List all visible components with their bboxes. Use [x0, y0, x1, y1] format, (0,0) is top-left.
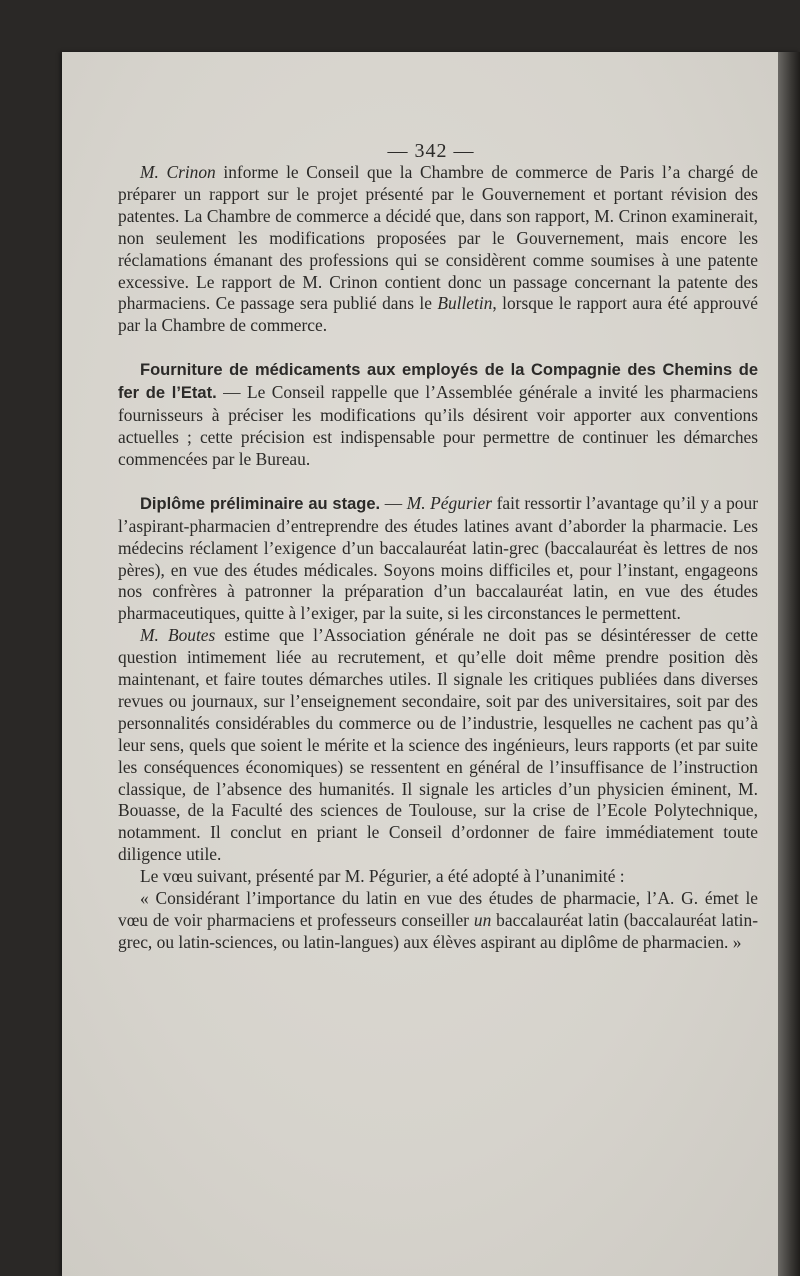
speaker-boutes: M. Boutes: [140, 625, 216, 646]
paragraph-voeu-quote-end: baccalauréat latin (baccalauréat latin-grec, ou latin-sciences, ou latin-langues) aux élèves aspirant au diplôme de pharmacien. »: [118, 910, 758, 952]
section-spacer: [118, 471, 758, 493]
paragraph-crinon-text: informe le Conseil que la Chambre de commerce de Paris l’a chargé de préparer un rapport sur le projet présenté par le Gouvernement et portant révision des patentes. La Chambre de commerce a décidé que, dans son rapport, M. Crinon examinerait, non seulement les modifications proposées par le Gouvernement, mais encore les réclamations émanant des professions qui se considèrent comme soumises à une patente excessive. Le rapport de M. Crinon contient donc un passage concernant la patente des pharmaciens. Ce passage sera publié dans le: [118, 162, 758, 314]
heading-dash: —: [380, 492, 407, 513]
document-body: [118, 162, 758, 954]
paragraph-voeu-intro-text: Le vœu suivant, présenté par M. Pégurier, a été adopté à l’unanimité :: [140, 866, 625, 887]
paragraph-crinon-end: , lorsque le rapport aura été approuvé par la Chambre de commerce.: [118, 293, 758, 336]
bulletin-title: Bulletin: [437, 293, 493, 314]
page-number: — 342 —: [387, 140, 475, 162]
speaker-pegurier: M. Pégurier: [406, 492, 492, 513]
paragraph-crinon: [118, 162, 758, 337]
paragraph-boutes-text: estime que l’Association générale ne doit pas se désintéresser de cette question intimement liée au recrutement, et qu’elle doit même prendre position dès maintenant, et faire toutes démarches utiles. Il signale les critiques publiées dans diverses revues ou journaux, sur l’enseignement secondaire, soit par des universitaires, soit par des personnalités considérables du commerce ou de l’industrie, lesquelles ne cachent pas qu’à leur sens, quels que soient le mérite et la science des ingénieurs, leurs rapports (et par suite les conséquences économiques) se ressentent en général de l’insuffisance de l’instruction classique, de l’absence des humanités. Il signale les articles d’un physicien éminent, M. Bouasse, de la Faculté des sciences de Toulouse, sur la crise de l’Ecole Polytechnique, notamment. Il conclut en priant le Conseil d’ordonner de faire immédiatement toute diligence utile.: [118, 625, 759, 865]
paragraph-boutes: [118, 625, 758, 866]
page-edge-shadow: [778, 52, 800, 1276]
paragraph-voeu-quote: [118, 888, 758, 954]
paragraph-fourniture-text: — Le Conseil rappelle que l’Assemblée générale a invité les pharmaciens fournisseurs à préciser les modifications qu’ils désirent voir apporter aux conventions actuelles ; cette précision est indispensable pour permettre de continuer les démarches commencées par le Bureau.: [118, 382, 758, 469]
heading-fourniture: Fourniture de médicaments aux employés de la Compagnie des Chemins de fer de l’Etat.: [118, 361, 758, 403]
paragraph-diplome-text: fait ressortir l’avantage qu’il y a pour l’aspirant-pharmacien d’entreprendre des études latines avant d’aborder la pharmacie. Les médecins réclament l’exigence d’un baccalauréat latin-grec (baccalauréat ès lettres de nos pères), en vue des études médicales. Soyons moins difficiles et, pour l’instant, engageons nos confrères à patronner la préparation d’un baccalauréat latin, en vue des études pharmaceutiques, quitte à l’exiger, par la suite, si les circonstances le permettent.: [118, 492, 758, 624]
paragraph-voeu-quote-start: « Considérant l’importance du latin en vue des études de pharmacie, l’A. G. émet le vœu de voir pharmaciens et professeurs conseiller: [118, 888, 758, 930]
section-spacer: [118, 337, 758, 359]
word-un: un: [473, 910, 492, 930]
paragraph-fourniture: [118, 359, 758, 471]
paragraph-voeu-intro: [118, 866, 758, 888]
heading-diplome: Diplôme préliminaire au stage.: [140, 494, 381, 513]
paragraph-diplome: [118, 493, 758, 625]
speaker-crinon: M. Crinon: [140, 162, 216, 182]
